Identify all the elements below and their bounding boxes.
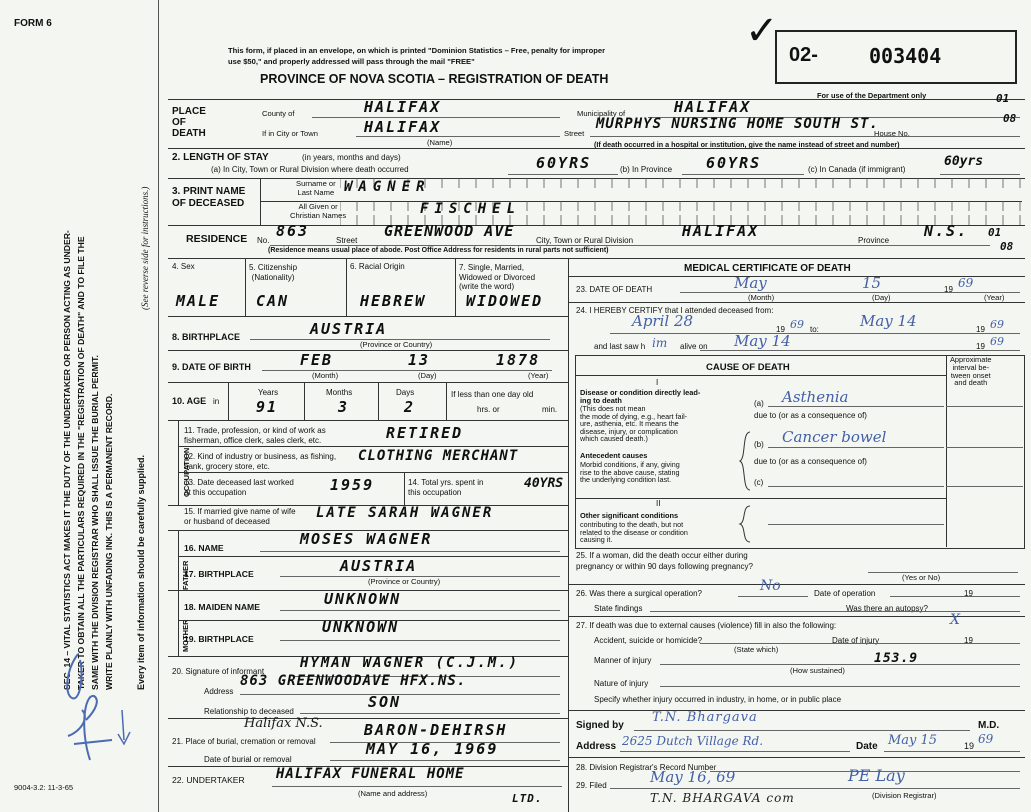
stay-b-label: (b) In Province xyxy=(620,165,673,174)
attended-to-year-prefix: 19 xyxy=(976,325,985,334)
signer-address-label: Address xyxy=(576,741,617,752)
department-use-label: For use of the Department only xyxy=(817,91,927,100)
reg-prefix: 02- xyxy=(789,44,818,66)
mother-side-label: MOTHER xyxy=(181,619,190,652)
industry-label: 12. Kind of industry or business, as fishing, bank, grocery store, etc. xyxy=(184,452,337,471)
stay-a-value: 60YRS xyxy=(536,154,592,172)
undertaker-value-2: LTD. xyxy=(512,792,543,805)
statute-text-1: SEC. 14 – VITAL STATISTICS ACT MAKES IT THE DUTY OF THE UNDERTAKER OR PERSON ACTING AS UNDER- xyxy=(62,230,72,690)
birthplace-value: AUSTRIA xyxy=(310,320,388,338)
mailing-notice-2: use $50," and properly addressed will pass through the mail "FREE" xyxy=(228,57,475,66)
statute-text-2: TAKER TO OBTAIN ALL THE PARTICULARS REQUIRED IN THE "REGISTRATION OF DEATH" AND TO FILE THE xyxy=(76,236,86,690)
occupation-side-label: OCCUPATION xyxy=(182,447,191,497)
attended-from: April 28 xyxy=(632,312,694,330)
undertaker-value: HALIFAX FUNERAL HOME xyxy=(276,766,465,782)
interval-label: Approximate interval be- tween onset and death xyxy=(950,355,992,388)
undertaker-label: 22. UNDERTAKER xyxy=(172,775,245,785)
mother-birthplace-label: 19. BIRTHPLACE xyxy=(184,634,254,644)
birthplace-label: 8. BIRTHPLACE xyxy=(172,332,241,342)
signed-by-value: T.N. Bhargava xyxy=(652,710,758,725)
instruction-text: Every item of information should be carefully supplied. xyxy=(136,454,146,690)
street-label: Street xyxy=(564,129,585,138)
signed-year: 69 xyxy=(978,732,994,746)
nature-of-injury-label: Nature of injury xyxy=(594,679,649,688)
birthplace-sub-label: (Province or Country) xyxy=(360,340,433,349)
signed-date-label: Date xyxy=(856,741,878,752)
citizenship-label: 5. Citizenship (Nationality) xyxy=(249,263,298,282)
section-ii-label: II xyxy=(656,499,661,508)
dob-year: 1878 xyxy=(496,351,541,369)
statute-text-3: SAME WITH THE DIVISION REGISTRAR WHO SHALL ISSUE THE BURIAL PERMIT. xyxy=(90,355,100,690)
dob-month: FEB xyxy=(300,351,334,369)
registrar-signature: PE Lay xyxy=(848,766,905,785)
filed-date: May 16, 69 xyxy=(650,768,736,786)
surname-value: WAGNER xyxy=(344,179,431,195)
residence-province-value: N.S. xyxy=(924,222,969,240)
manner-of-injury-value: 153.9 xyxy=(874,651,919,666)
house-no-label: House No. xyxy=(874,129,910,138)
residence-street-label: Street xyxy=(336,236,358,245)
form-label: FORM 6 xyxy=(14,18,52,29)
maiden-name-value: UNKNOWN xyxy=(324,590,402,608)
relationship-value: SON xyxy=(368,693,402,711)
registration-number-box xyxy=(775,30,1017,84)
injury-year-prefix: 19 xyxy=(964,636,973,645)
due-to-a-label: due to (or as a consequence of) xyxy=(754,411,867,420)
residence-city-value: HALIFAX xyxy=(682,222,760,240)
age-under-label: If less than one day old xyxy=(451,390,534,399)
dob-year-label: (Year) xyxy=(528,371,549,380)
manner-of-injury-label: Manner of injury xyxy=(594,656,652,665)
last-saw-year-prefix: 19 xyxy=(976,342,985,351)
state-findings-label: State findings xyxy=(594,604,643,613)
trade-label: 11. Trade, profession, or kind of work as fisherman, office clerk, sales clerk, etc. xyxy=(184,426,326,445)
pregnancy-yes-no-label: (Yes or No) xyxy=(902,573,941,582)
residence-city-label: City, Town or Rural Division xyxy=(536,236,634,245)
cause-c-label: (c) xyxy=(754,478,764,487)
given-names-label: All Given or Christian Names xyxy=(290,202,347,220)
dod-day-label: (Day) xyxy=(872,293,891,302)
last-saw-date: May 14 xyxy=(734,332,791,350)
county-label: County of xyxy=(262,109,295,118)
residence-note: (Residence means usual place of abode. Post Office Address for residents in rural parts not sufficient) xyxy=(268,247,609,254)
burial-date-label: Date of burial or removal xyxy=(204,755,292,764)
filed-label: 29. Filed xyxy=(576,781,607,790)
sex-label: 4. Sex xyxy=(172,262,195,271)
other-conditions-label: Other significant conditions xyxy=(580,511,679,520)
father-side-label: FATHER xyxy=(181,560,190,590)
dod-month-label: (Month) xyxy=(748,293,775,302)
undertaker-sub: (Name and address) xyxy=(358,789,428,798)
street-note: (If death occurred in a hospital or institution, give the name instead of street and number) xyxy=(594,140,900,149)
father-birthplace-label: 17. BIRTHPLACE xyxy=(184,569,254,579)
informant-label: 20. Signature of informant xyxy=(172,667,265,676)
stay-b-value: 60YRS xyxy=(706,154,762,172)
total-years-label: 14. Total yrs. spent in this occupation xyxy=(408,478,484,497)
alive-on-label: alive on xyxy=(680,342,708,351)
statute-text-4: WRITE PLAINLY WITH UNFADING INK. THIS IS A PERMANENT RECORD. xyxy=(104,393,114,690)
ink-initials-mark xyxy=(60,640,150,780)
cause-a-value: Asthenia xyxy=(782,388,849,406)
industry-value: CLOTHING MERCHANT xyxy=(358,448,519,464)
division-registrar-label: (Division Registrar) xyxy=(872,791,937,800)
city-value: HALIFAX xyxy=(364,118,442,136)
check-mark: ✓ xyxy=(745,8,779,54)
external-causes-question: 27. If death was due to external causes (violence) fill in also the following: xyxy=(576,621,837,630)
informant-signature: HYMAN WAGNER (C.J.M.) xyxy=(300,655,520,671)
father-birthplace-sub: (Province or Country) xyxy=(368,577,441,586)
surname-label: Surname or Last Name xyxy=(296,179,336,197)
date-of-death-year-prefix: 19 xyxy=(944,285,953,294)
burial-place-label: 21. Place of burial, cremation or removal xyxy=(172,737,316,746)
date-of-death-day: 15 xyxy=(862,274,882,292)
length-of-stay-sub: (in years, months and days) xyxy=(302,153,401,162)
maiden-name-label: 18. MAIDEN NAME xyxy=(184,602,260,612)
surgery-answer: No xyxy=(760,578,781,594)
operation-date-label: Date of operation xyxy=(814,589,876,598)
total-years-value: 40YRS xyxy=(524,476,564,491)
age-in-label: in xyxy=(213,397,220,406)
operation-year-prefix: 19 xyxy=(964,589,973,598)
residence-no-value: 863 xyxy=(276,222,310,240)
dob-month-label: (Month) xyxy=(312,371,339,380)
antecedent-brace xyxy=(738,430,752,492)
due-to-b-label: due to (or as a consequence of) xyxy=(754,457,867,466)
place-of-death-label: PLACE OF DEATH xyxy=(172,106,206,140)
instruction-note: (See reverse side for instructions.) xyxy=(140,186,150,310)
how-sustained-label: (How sustained) xyxy=(790,666,845,675)
form-code: 9004-3.2: 11-3-65 xyxy=(14,783,74,792)
mother-birthplace-value: UNKNOWN xyxy=(322,618,400,636)
attended-to: May 14 xyxy=(860,312,917,330)
citizenship-value: CAN xyxy=(256,292,290,310)
external-causes-mark: X xyxy=(950,612,960,628)
informant-address: 863 GREENWOODAVE HFX.NS. xyxy=(240,673,467,689)
racial-origin-label: 6. Racial Origin xyxy=(350,262,405,271)
marital-value: WIDOWED xyxy=(466,292,544,310)
direct-cause-note: (This does not mean the mode of dying, e.g., heart fail- ure, asthenia, etc. It means the disease, injury, or complication which caused death.) xyxy=(580,404,688,444)
length-of-stay-label: 2. LENGTH OF STAY xyxy=(172,152,269,163)
burial-date-value: MAY 16, 1969 xyxy=(366,740,499,758)
cause-of-death-title: CAUSE OF DEATH xyxy=(706,362,790,373)
attended-to-label: to: xyxy=(810,325,819,334)
county-value: HALIFAX xyxy=(364,98,442,116)
dod-year-label: (Year) xyxy=(984,293,1005,302)
place-code-2: 08 xyxy=(1003,112,1017,125)
municipality-label: Municipality of xyxy=(577,109,626,118)
accident-question: Accident, suicide or homicide? xyxy=(594,636,703,645)
residence-no-label: No. xyxy=(257,236,270,245)
father-name-value: MOSES WAGNER xyxy=(300,530,433,548)
antecedent-note: Morbid conditions, if any, giving rise to the above cause, stating the underlying condition last. xyxy=(580,460,680,485)
age-months-label: Months xyxy=(326,388,353,397)
last-saw-him: im xyxy=(652,336,668,350)
burial-place-value: BARON-DEHIRSH xyxy=(364,721,508,739)
father-name-label: 16. NAME xyxy=(184,543,224,553)
other-brace xyxy=(738,504,752,544)
marital-label: 7. Single, Married, Widowed or Divorced (write the word) xyxy=(459,263,536,292)
signed-date-value: May 15 xyxy=(888,733,938,748)
dob-day: 13 xyxy=(408,351,431,369)
age-years-label: Years xyxy=(258,388,279,397)
medical-certificate-title: MEDICAL CERTIFICATE OF DEATH xyxy=(684,263,851,274)
signed-year-prefix: 19 xyxy=(964,741,975,751)
injury-location-label: Specify whether injury occurred in industry, in home, or in public place xyxy=(594,695,842,704)
signed-by-label: Signed by xyxy=(576,720,624,731)
age-months-value: 3 xyxy=(338,398,350,416)
certify-label: 24. I HEREBY CERTIFY that I attended deceased from: xyxy=(576,306,774,315)
trade-value: RETIRED xyxy=(386,424,464,442)
name-sub-label: (Name) xyxy=(427,138,453,147)
place-code-1: 01 xyxy=(996,92,1010,105)
city-label: If in City or Town xyxy=(262,129,318,138)
age-days-label: Days xyxy=(396,388,415,397)
relationship-label: Relationship to deceased xyxy=(204,707,294,716)
direct-cause-label: Disease or condition directly lead- ing to death xyxy=(580,388,701,405)
attended-to-year: 69 xyxy=(990,318,1004,331)
reg-number: 003404 xyxy=(869,44,942,68)
section-i-label: I xyxy=(656,378,659,387)
residence-code-2: 08 xyxy=(1000,240,1014,253)
antecedent-label: Antecedent causes xyxy=(580,451,648,460)
injury-date-label: Date of injury xyxy=(832,636,880,645)
print-name-label: 3. PRINT NAME OF DECEASED xyxy=(172,186,246,209)
burial-place-ink: Halifax N.S. xyxy=(244,716,323,731)
dob-label: 9. DATE OF BIRTH xyxy=(172,362,251,372)
stay-c-value: 60yrs xyxy=(944,154,984,169)
residence-province-label: Province xyxy=(858,236,890,245)
age-years-value: 91 xyxy=(256,398,279,416)
racial-origin-value: HEBREW xyxy=(360,292,427,310)
form-title: PROVINCE OF NOVA SCOTIA – REGISTRATION OF DEATH xyxy=(260,72,609,86)
father-birthplace-value: AUSTRIA xyxy=(340,557,418,575)
attended-from-year: 69 xyxy=(790,318,804,331)
pregnancy-question: 25. If a woman, did the death occur either during pregnancy or within 90 days following pregnancy? xyxy=(576,551,753,571)
last-saw-year: 69 xyxy=(990,335,1004,348)
sex-value: MALE xyxy=(176,292,221,310)
stay-c-label: (c) In Canada (if immigrant) xyxy=(808,165,906,174)
age-min-label: min. xyxy=(542,405,558,414)
street-value: MURPHYS NURSING HOME SOUTH ST. xyxy=(596,116,879,132)
state-which-label: (State which) xyxy=(734,645,779,654)
bottom-signature-note: T.N. BHARGAVA com xyxy=(650,791,795,805)
age-label: 10. AGE xyxy=(172,396,207,406)
spouse-value: LATE SARAH WAGNER xyxy=(316,505,494,521)
municipality-value: HALIFAX xyxy=(674,98,752,116)
attended-from-year-prefix: 19 xyxy=(776,325,785,334)
date-of-death-label: 23. DATE OF DEATH xyxy=(576,285,653,294)
last-worked-label: 13. Date deceased last worked at this occupation xyxy=(184,478,294,497)
last-saw-label: and last saw h xyxy=(594,342,646,351)
stay-a-label: (a) In City, Town or Rural Division where death occurred xyxy=(211,165,409,174)
residence-street-value: GREENWOOD AVE xyxy=(384,222,515,240)
record-number-label: 28. Division Registrar's Record Number xyxy=(576,763,717,772)
surgery-question: 26. Was there a surgical operation? xyxy=(576,589,702,598)
age-days-value: 2 xyxy=(404,398,416,416)
autopsy-label: Was there an autopsy? xyxy=(846,604,928,613)
cause-a-label: (a) xyxy=(754,399,764,408)
age-hrs-label: hrs. or xyxy=(477,405,500,414)
dob-day-label: (Day) xyxy=(418,371,437,380)
residence-label: RESIDENCE xyxy=(186,233,248,245)
informant-address-label: Address xyxy=(204,687,234,696)
md-label: M.D. xyxy=(978,720,1000,731)
cause-b-label: (b) xyxy=(754,440,764,449)
mailing-notice: This form, if placed in an envelope, on which is printed "Dominion Statistics – Free, penalty for improper xyxy=(228,46,606,55)
date-of-death-year: 69 xyxy=(958,276,974,290)
given-names-value: FISCHEL xyxy=(420,201,522,217)
date-of-death-month: May xyxy=(734,274,767,292)
other-conditions-note: contributing to the death, but not related to the disease or condition causing it. xyxy=(580,520,688,545)
residence-code-1: 01 xyxy=(988,226,1002,239)
spouse-label: 15. If married give name of wife or husband of deceased xyxy=(184,507,296,526)
last-worked-value: 1959 xyxy=(330,476,375,494)
cause-b-value: Cancer bowel xyxy=(782,428,887,446)
signer-address-value: 2625 Dutch Village Rd. xyxy=(622,734,764,748)
